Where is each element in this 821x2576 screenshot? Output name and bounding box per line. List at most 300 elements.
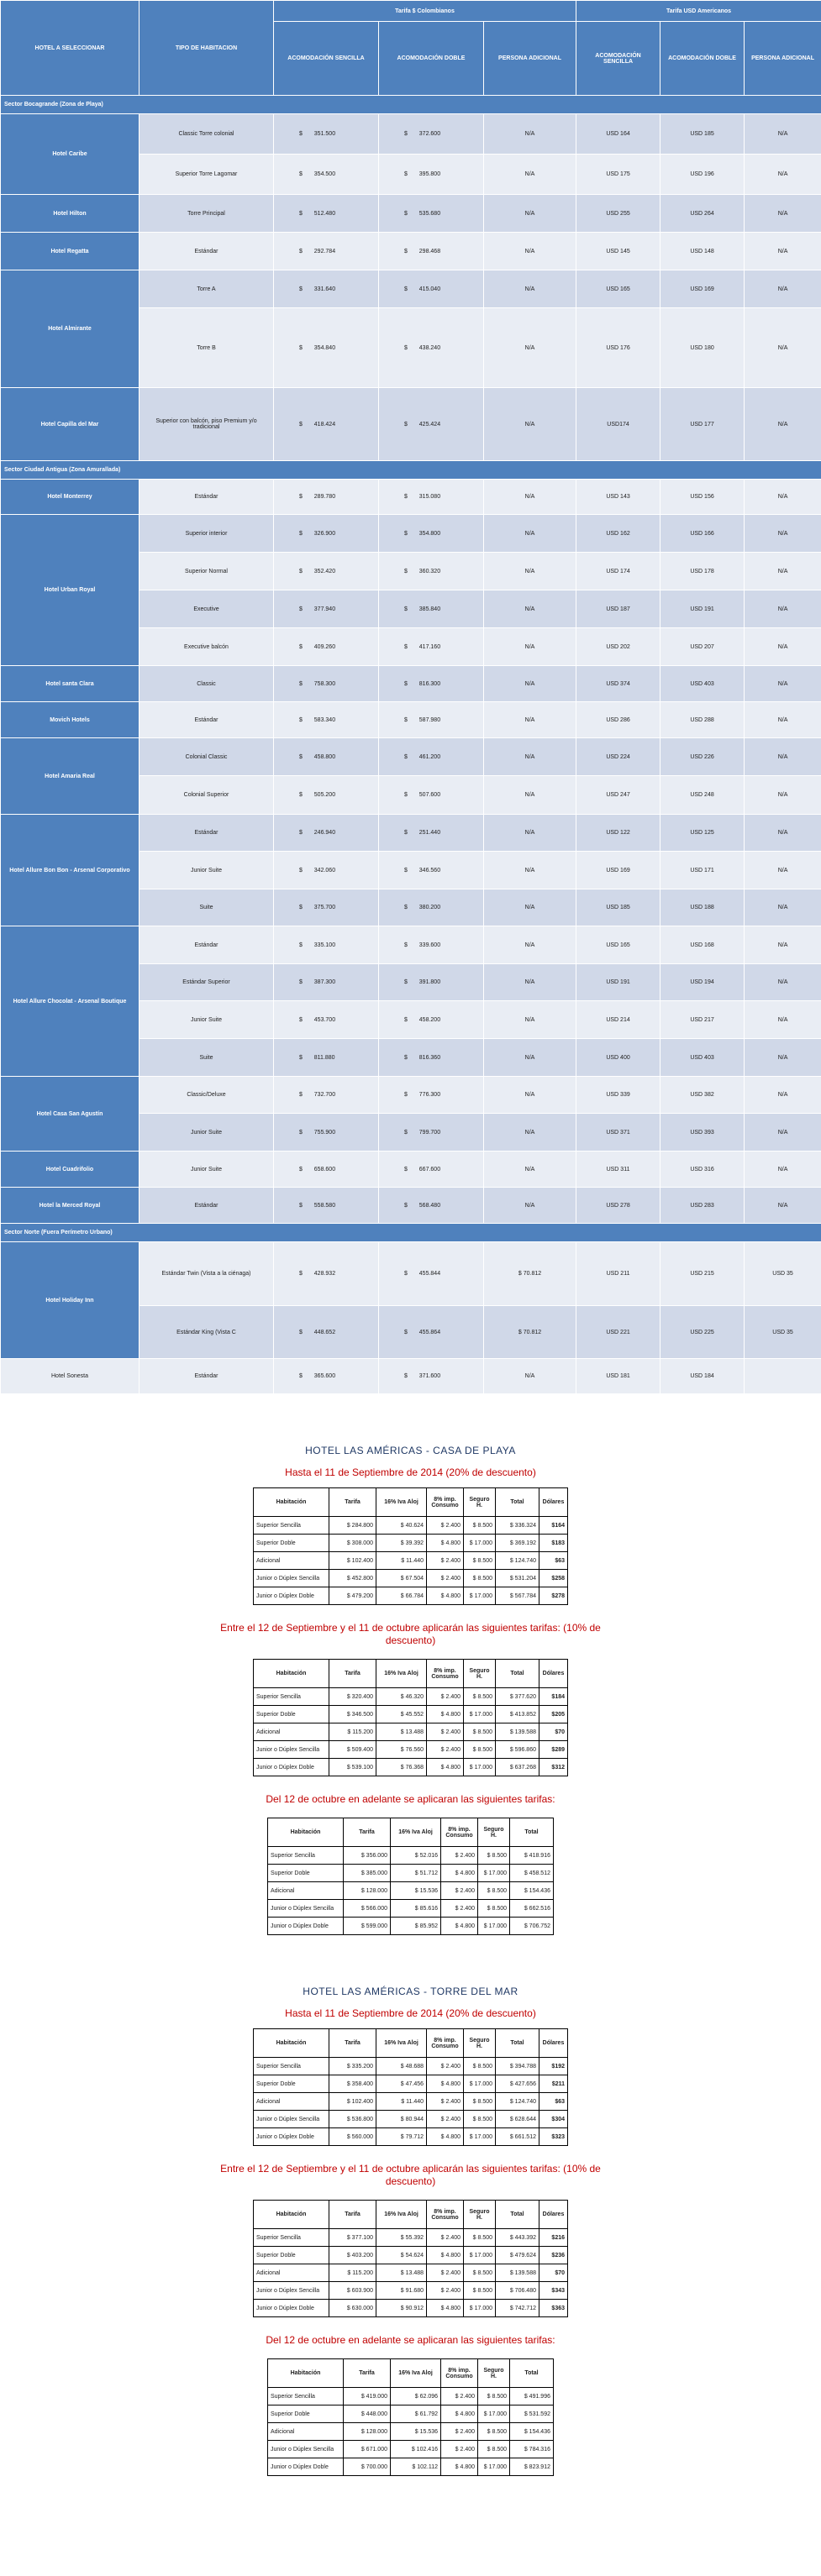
price-table — [267, 2358, 554, 2476]
price-header: Tarifa — [329, 1660, 376, 1688]
table-row — [1, 515, 821, 553]
sector-title: Sector Ciudad Antigua (Zona Amurallada) — [1, 461, 821, 480]
room-label: Junior o Dúplex Sencilla — [254, 2111, 329, 2128]
price-header: Habitación — [268, 1818, 344, 1847]
cop-sencilla: $ 755.900 — [274, 1114, 379, 1152]
usd-adicional: N/A — [745, 1001, 821, 1039]
cop-adicional: N/A — [484, 852, 576, 889]
cop-adicional: N/A — [484, 1359, 576, 1394]
price-value: $ 2.400 — [427, 1552, 464, 1570]
usd-sencilla: USD 169 — [576, 852, 660, 889]
currency-sign: $ — [299, 1329, 303, 1335]
hotel-name: Hotel Allure Chocolat - Arsenal Boutique — [1, 926, 139, 1077]
block-caption: Del 12 de octubre en adelante se aplicaran las siguientes tarifas: — [266, 2334, 555, 2346]
usd-adicional: N/A — [745, 480, 821, 515]
usd-doble: USD 125 — [660, 815, 745, 852]
usd-doble: USD 382 — [660, 1077, 745, 1114]
price-value: $ 2.400 — [441, 1847, 478, 1865]
cop-adicional: N/A — [484, 1001, 576, 1039]
price-value: $ 2.400 — [441, 1900, 478, 1918]
usd-value: $184 — [539, 1688, 568, 1706]
price-value: $ 2.400 — [427, 2058, 464, 2075]
price-header: Tarifa — [344, 1818, 391, 1847]
price-value: $ 8.500 — [464, 1570, 496, 1587]
cop-sencilla: $ 512.480 — [274, 195, 379, 233]
cop-adicional: N/A — [484, 515, 576, 553]
usd-doble: USD 191 — [660, 590, 745, 628]
price-value: $ 531.592 — [510, 2405, 554, 2423]
cop-sencilla: $ 354.840 — [274, 308, 379, 388]
price-value: $ 2.400 — [427, 1688, 464, 1706]
usd-value: $289 — [539, 1741, 568, 1759]
usd-sencilla: USD 181 — [576, 1359, 660, 1394]
table-row — [1, 388, 821, 461]
section-title: HOTEL LAS AMÉRICAS - CASA DE PLAYA — [305, 1445, 516, 1456]
price-header: Total — [510, 2359, 554, 2388]
cop-sencilla: $ 387.300 — [274, 964, 379, 1001]
price-value: $ 8.500 — [464, 1741, 496, 1759]
price-header: Total — [510, 1818, 554, 1847]
currency-sign: $ — [299, 286, 303, 292]
cop-doble: $ 461.200 — [379, 738, 484, 776]
room-label: Junior o Dúplex Sencilla — [254, 1741, 329, 1759]
currency-sign: $ — [404, 905, 408, 910]
currency-sign: $ — [299, 792, 303, 798]
usd-doble: USD 226 — [660, 738, 745, 776]
cop-doble: $ 568.480 — [379, 1188, 484, 1224]
price-header: 16% Iva Aloj — [376, 2029, 427, 2058]
price-header: Seguro H. — [464, 2201, 496, 2229]
usd-adicional: N/A — [745, 1114, 821, 1152]
cop-doble: $ 339.600 — [379, 926, 484, 964]
usd-adicional: N/A — [745, 1152, 821, 1188]
price-value: $ 11.440 — [376, 1552, 427, 1570]
cop-sencilla: $ 292.784 — [274, 233, 379, 270]
cop-adicional: N/A — [484, 666, 576, 702]
hotel-name: Hotel Hilton — [1, 195, 139, 233]
price-value: $ 784.316 — [510, 2441, 554, 2458]
room-label: Junior o Dúplex Doble — [254, 2300, 329, 2317]
price-value: $ 8.500 — [464, 1723, 496, 1741]
cop-sencilla: $ 448.652 — [274, 1306, 379, 1359]
price-value: $ 4.800 — [427, 1759, 464, 1776]
price-value: $ 17.000 — [464, 1759, 496, 1776]
sector-title: Sector Norte (Fuera Perímetro Urbano) — [1, 1224, 821, 1242]
cop-adicional: N/A — [484, 553, 576, 590]
price-value: $ 335.200 — [329, 2058, 376, 2075]
hotel-name: Movich Hotels — [1, 702, 139, 738]
price-value: $ 8.500 — [478, 1900, 510, 1918]
currency-sign: $ — [404, 792, 408, 798]
room-type: Estándar Twin (Vista a la ciénaga) — [139, 1242, 274, 1306]
room-type: Suite — [139, 1039, 274, 1077]
price-value: $ 284.800 — [329, 1517, 376, 1535]
room-label: Superior Sencilla — [254, 2229, 329, 2247]
price-header: Seguro H. — [464, 1660, 496, 1688]
room-label: Superior Doble — [254, 1706, 329, 1723]
cop-sencilla: $ 354.500 — [274, 155, 379, 195]
cop-doble: $ 417.160 — [379, 628, 484, 666]
price-value: $ 448.000 — [344, 2405, 391, 2423]
price-value: $ 706.752 — [510, 1918, 554, 1935]
price-header: 8% imp. Consumo — [427, 1488, 464, 1517]
cop-doble: $ 346.560 — [379, 852, 484, 889]
price-row — [254, 1517, 568, 1535]
usd-value: $70 — [539, 2264, 568, 2282]
usd-sencilla: USD 165 — [576, 270, 660, 308]
price-header: Seguro H. — [464, 2029, 496, 2058]
usd-value: $192 — [539, 2058, 568, 2075]
cop-adicional: N/A — [484, 889, 576, 926]
cop-doble: $ 458.200 — [379, 1001, 484, 1039]
room-type: Suite — [139, 889, 274, 926]
currency-sign: $ — [404, 1329, 408, 1335]
price-value: $ 17.000 — [464, 1587, 496, 1605]
cop-doble: $ 380.200 — [379, 889, 484, 926]
usd-sencilla: USD 174 — [576, 553, 660, 590]
cop-adicional: N/A — [484, 815, 576, 852]
currency-sign: $ — [299, 1166, 303, 1173]
price-header: 16% Iva Aloj — [376, 2201, 427, 2229]
currency-sign: $ — [299, 606, 303, 612]
usd-doble: USD 178 — [660, 553, 745, 590]
price-value: $ 599.000 — [344, 1918, 391, 1935]
cop-adicional: N/A — [484, 628, 576, 666]
currency-sign: $ — [299, 867, 303, 874]
price-value: $ 128.000 — [344, 1882, 391, 1900]
room-type: Junior Suite — [139, 1152, 274, 1188]
price-value: $ 4.800 — [441, 2405, 478, 2423]
price-value: $ 8.500 — [478, 2423, 510, 2441]
cop-sencilla: $ 335.100 — [274, 926, 379, 964]
hotel-name: Hotel Holiday Inn — [1, 1242, 139, 1359]
sector-row — [1, 461, 821, 480]
price-value: $ 2.400 — [427, 1723, 464, 1741]
cop-sencilla: $ 351.500 — [274, 114, 379, 155]
usd-sencilla: USD 202 — [576, 628, 660, 666]
currency-sign: $ — [404, 1054, 408, 1061]
price-value: $ 8.500 — [478, 1882, 510, 1900]
price-value: $ 369.192 — [496, 1535, 539, 1552]
price-header: Habitación — [254, 1660, 329, 1688]
usd-value: $278 — [539, 1587, 568, 1605]
currency-sign: $ — [404, 867, 408, 874]
table-row — [1, 480, 821, 515]
currency-sign: $ — [404, 1092, 408, 1098]
price-table — [267, 1818, 554, 1935]
usd-doble: USD 169 — [660, 270, 745, 308]
currency-sign: $ — [299, 905, 303, 910]
price-row — [254, 2264, 568, 2282]
price-value: $ 596.860 — [496, 1741, 539, 1759]
price-value: $ 2.400 — [441, 2388, 478, 2405]
price-row — [268, 2405, 554, 2423]
room-label: Superior Doble — [254, 2247, 329, 2264]
hotel-name: Hotel Cuadrifolio — [1, 1152, 139, 1188]
cop-adicional: N/A — [484, 480, 576, 515]
usd-adicional — [745, 1359, 821, 1394]
room-label: Junior o Dúplex Sencilla — [254, 1570, 329, 1587]
usd-sencilla: USD 211 — [576, 1242, 660, 1306]
currency-sign: $ — [299, 421, 303, 428]
price-value: $ 2.400 — [441, 1882, 478, 1900]
price-value: $ 320.400 — [329, 1688, 376, 1706]
cop-doble: $ 315.080 — [379, 480, 484, 515]
currency-sign: $ — [404, 210, 408, 217]
price-header: 8% imp. Consumo — [427, 2029, 464, 2058]
usd-adicional: N/A — [745, 964, 821, 1001]
usd-adicional: N/A — [745, 1039, 821, 1077]
usd-sencilla: USD 278 — [576, 1188, 660, 1224]
usd-sencilla: USD 339 — [576, 1077, 660, 1114]
price-value: $ 8.500 — [464, 1517, 496, 1535]
cop-sencilla: $ 758.300 — [274, 666, 379, 702]
table-row — [1, 114, 821, 155]
usd-adicional: N/A — [745, 926, 821, 964]
currency-sign: $ — [299, 1129, 303, 1136]
usd-value: $63 — [539, 1552, 568, 1570]
price-row — [268, 2441, 554, 2458]
cop-adicional: N/A — [484, 738, 576, 776]
currency-sign: $ — [404, 1016, 408, 1023]
price-value: $ 55.392 — [376, 2229, 427, 2247]
price-value: $ 4.800 — [427, 1706, 464, 1723]
price-value: $ 418.916 — [510, 1847, 554, 1865]
cop-doble: $ 587.980 — [379, 702, 484, 738]
hotel-name: Hotel santa Clara — [1, 666, 139, 702]
price-value: $ 17.000 — [478, 2405, 510, 2423]
usd-sencilla: USD 175 — [576, 155, 660, 195]
price-value: $ 539.100 — [329, 1759, 376, 1776]
header-hotel: HOTEL A SELECCIONAR — [1, 1, 139, 96]
price-row — [268, 2458, 554, 2476]
price-header: Habitación — [254, 1488, 329, 1517]
price-header: Total — [496, 1488, 539, 1517]
currency-sign: $ — [404, 1129, 408, 1136]
usd-sencilla: USD 286 — [576, 702, 660, 738]
rates-body — [1, 96, 821, 1394]
usd-sencilla: USD 164 — [576, 114, 660, 155]
price-row — [254, 2075, 568, 2093]
usd-doble: USD 166 — [660, 515, 745, 553]
currency-sign: $ — [404, 421, 408, 428]
usd-value: $183 — [539, 1535, 568, 1552]
price-value: $ 479.624 — [496, 2247, 539, 2264]
price-value: $ 139.588 — [496, 1723, 539, 1741]
price-value: $ 308.000 — [329, 1535, 376, 1552]
price-value: $ 700.000 — [344, 2458, 391, 2476]
cop-sencilla: $ 583.340 — [274, 702, 379, 738]
header-cop-doble: ACOMODACIÓN DOBLE — [379, 22, 484, 96]
cop-sencilla: $ 558.580 — [274, 1188, 379, 1224]
usd-value: $70 — [539, 1723, 568, 1741]
cop-adicional: $ 70.812 — [484, 1306, 576, 1359]
price-value: $ 8.500 — [464, 2229, 496, 2247]
usd-adicional: N/A — [745, 628, 821, 666]
price-value: $ 62.096 — [391, 2388, 441, 2405]
price-row — [254, 1723, 568, 1741]
usd-doble: USD 288 — [660, 702, 745, 738]
table-row — [1, 1152, 821, 1188]
currency-sign: $ — [404, 568, 408, 574]
price-row — [268, 2388, 554, 2405]
usd-adicional: N/A — [745, 155, 821, 195]
room-label: Adicional — [268, 1882, 344, 1900]
currency-sign: $ — [299, 494, 303, 500]
price-value: $ 491.996 — [510, 2388, 554, 2405]
usd-adicional: N/A — [745, 233, 821, 270]
currency-sign: $ — [404, 606, 408, 612]
currency-sign: $ — [404, 1373, 408, 1379]
usd-doble: USD 184 — [660, 1359, 745, 1394]
cop-sencilla: $ 331.640 — [274, 270, 379, 308]
price-row — [268, 1918, 554, 1935]
price-value: $ 154.436 — [510, 1882, 554, 1900]
room-type: Classic/Deluxe — [139, 1077, 274, 1114]
room-type: Estándar — [139, 233, 274, 270]
price-value: $ 15.536 — [391, 1882, 441, 1900]
price-value: $ 17.000 — [464, 2247, 496, 2264]
hotel-name: Hotel Urban Royal — [1, 515, 139, 666]
cop-sencilla: $ 409.260 — [274, 628, 379, 666]
price-value: $ 17.000 — [464, 1535, 496, 1552]
price-header: 16% Iva Aloj — [391, 2359, 441, 2388]
cop-sencilla: $ 375.700 — [274, 889, 379, 926]
price-header-row — [254, 1488, 568, 1517]
currency-sign: $ — [404, 643, 408, 650]
price-value: $ 13.488 — [376, 1723, 427, 1741]
room-type: Torre Principal — [139, 195, 274, 233]
room-type: Estándar Superior — [139, 964, 274, 1001]
usd-value: $323 — [539, 2128, 568, 2146]
price-value: $ 8.500 — [464, 2093, 496, 2111]
currency-sign: $ — [404, 1202, 408, 1209]
currency-sign: $ — [404, 830, 408, 836]
price-value: $ 427.656 — [496, 2075, 539, 2093]
usd-doble: USD 180 — [660, 308, 745, 388]
usd-adicional: N/A — [745, 388, 821, 461]
usd-adicional: N/A — [745, 889, 821, 926]
price-row — [254, 2111, 568, 2128]
price-value: $ 509.400 — [329, 1741, 376, 1759]
room-label: Superior Sencilla — [268, 1847, 344, 1865]
cop-adicional: N/A — [484, 776, 576, 815]
room-type: Estándar — [139, 1188, 274, 1224]
usd-adicional: N/A — [745, 590, 821, 628]
currency-sign: $ — [299, 1054, 303, 1061]
price-value: $ 46.320 — [376, 1688, 427, 1706]
cop-doble: $ 385.840 — [379, 590, 484, 628]
cop-doble: $ 415.040 — [379, 270, 484, 308]
usd-doble: USD 177 — [660, 388, 745, 461]
usd-sencilla: USD 221 — [576, 1306, 660, 1359]
cop-adicional: N/A — [484, 1152, 576, 1188]
price-header: Seguro H. — [478, 2359, 510, 2388]
hotel-name: Hotel Casa San Agustín — [1, 1077, 139, 1152]
sector-row — [1, 1224, 821, 1242]
price-row — [254, 1535, 568, 1552]
cop-adicional: $ 70.812 — [484, 1242, 576, 1306]
price-row — [268, 1882, 554, 1900]
hotel-name: Hotel Allure Bon Bon - Arsenal Corporativo — [1, 815, 139, 926]
room-type: Superior con balcón, piso Premium y/o tradicional — [139, 388, 274, 461]
price-value: $ 637.268 — [496, 1759, 539, 1776]
hotel-section — [0, 1445, 821, 1935]
price-row — [254, 1759, 568, 1776]
price-value: $ 823.912 — [510, 2458, 554, 2476]
room-label: Superior Doble — [268, 1865, 344, 1882]
cop-adicional: N/A — [484, 1114, 576, 1152]
price-row — [268, 1865, 554, 1882]
room-type: Superior Normal — [139, 553, 274, 590]
price-header: 8% imp. Consumo — [427, 1660, 464, 1688]
usd-value: $304 — [539, 2111, 568, 2128]
usd-sencilla: USD 374 — [576, 666, 660, 702]
header-cop-sencilla: ACOMODACIÓN SENCILLA — [274, 22, 379, 96]
price-value: $ 4.800 — [441, 1865, 478, 1882]
currency-sign: $ — [404, 979, 408, 985]
price-value: $ 4.800 — [427, 1535, 464, 1552]
currency-sign: $ — [404, 942, 408, 948]
price-value: $ 85.952 — [391, 1918, 441, 1935]
price-row — [254, 2247, 568, 2264]
table-row — [1, 738, 821, 776]
currency-sign: $ — [404, 753, 408, 760]
usd-doble: USD 168 — [660, 926, 745, 964]
block-caption: Del 12 de octubre en adelante se aplicaran las siguientes tarifas: — [266, 1793, 555, 1805]
usd-doble: USD 196 — [660, 155, 745, 195]
price-value: $ 17.000 — [464, 2128, 496, 2146]
currency-sign: $ — [404, 530, 408, 537]
price-value: $ 567.784 — [496, 1587, 539, 1605]
usd-adicional: N/A — [745, 553, 821, 590]
price-header: Dólares — [539, 1660, 568, 1688]
cop-adicional: N/A — [484, 926, 576, 964]
header-cop-group: Tarifa $ Colombianos — [274, 1, 576, 22]
currency-sign: $ — [299, 344, 303, 351]
cop-doble: $ 298.468 — [379, 233, 484, 270]
room-label: Superior Doble — [254, 2075, 329, 2093]
cop-sencilla: $ 365.600 — [274, 1359, 379, 1394]
cop-doble: $ 438.240 — [379, 308, 484, 388]
cop-adicional: N/A — [484, 1039, 576, 1077]
room-type: Estándar — [139, 815, 274, 852]
cop-doble: $ 391.800 — [379, 964, 484, 1001]
currency-sign: $ — [299, 716, 303, 723]
price-value: $ 479.200 — [329, 1587, 376, 1605]
cop-doble: $ 371.600 — [379, 1359, 484, 1394]
usd-sencilla: USD 122 — [576, 815, 660, 852]
price-table — [253, 2028, 568, 2146]
price-value: $ 2.400 — [427, 1517, 464, 1535]
price-row — [268, 1900, 554, 1918]
usd-doble: USD 393 — [660, 1114, 745, 1152]
price-value: $ 8.500 — [464, 2264, 496, 2282]
table-row — [1, 666, 821, 702]
price-value: $ 4.800 — [427, 2300, 464, 2317]
price-value: $ 124.740 — [496, 2093, 539, 2111]
room-type: Executive balcón — [139, 628, 274, 666]
usd-value: $258 — [539, 1570, 568, 1587]
price-header: Tarifa — [329, 2201, 376, 2229]
price-header-row — [254, 2029, 568, 2058]
price-value: $ 80.944 — [376, 2111, 427, 2128]
price-header: Total — [496, 1660, 539, 1688]
currency-sign: $ — [299, 942, 303, 948]
usd-adicional: N/A — [745, 776, 821, 815]
price-row — [254, 2058, 568, 2075]
room-type: Estándar King (Vista C — [139, 1306, 274, 1359]
